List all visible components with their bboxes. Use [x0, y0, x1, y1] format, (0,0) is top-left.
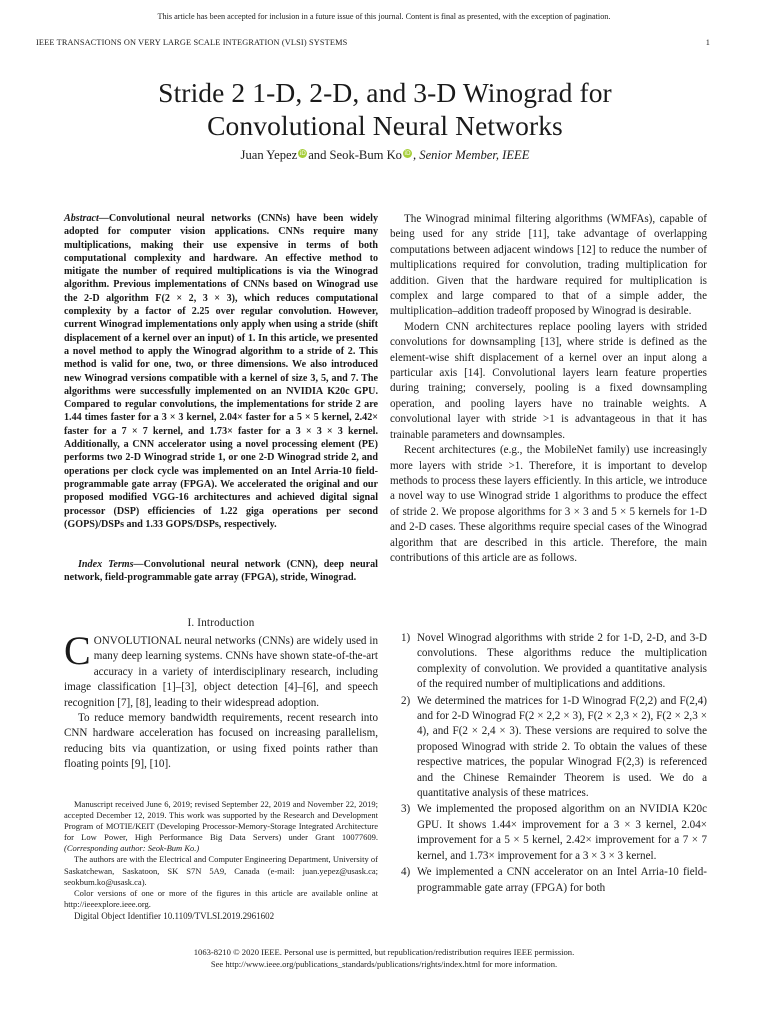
page-number: 1	[705, 38, 710, 47]
footnote-received	[64, 799, 378, 854]
running-header	[36, 38, 710, 47]
list-item	[390, 802, 707, 864]
orcid-icon[interactable]: iD	[404, 150, 411, 157]
author-1-name: Juan Yepez	[240, 148, 298, 162]
right-paragraph-3: Recent architectures (e.g., the MobileNet family) use increasingly more layers with stride >1. Therefore, it is important to develop methods to process these layers efficiently. In this article, we introduce a novel way to use Winograd stride 1 algorithms to produce the effect of stride 2. We propose algorithms for 3 × 3 and 5 × 5 kernels for 1-D and 2-D cases. These algorithms require special cases of the Winograd algorithm that are described in this article. Therefore, the main contributions of this article are as follows.	[390, 444, 707, 564]
title-line-1: Stride 2 1-D, 2-D, and 3-D Winograd for	[158, 77, 612, 108]
intro-paragraph-2: To reduce memory bandwidth requirements, recent research into CNN hardware acceleration has focused on increasing parallelism, reducing bits via quantization, or using fixed points rather than floating points [9], [10].	[64, 712, 378, 771]
drop-cap: C	[64, 628, 91, 673]
abstract-label: Abstract—	[64, 213, 109, 224]
paper-title	[40, 76, 730, 142]
footnotes	[64, 799, 378, 922]
author-2-membership: , Senior Member, IEEE	[412, 148, 530, 162]
footnote-affiliation: The authors are with the Electrical and Computer Engineering Department, University of Saskatchewan, Saskatoon, SK S7N 5A9, Canada (e-mail: juan.yepez@usask.ca; seokbum.ko@usask.ca).	[64, 854, 378, 887]
journal-name: IEEE TRANSACTIONS ON VERY LARGE SCALE INTEGRATION (VLSI) SYSTEMS	[36, 38, 348, 47]
list-item-text: We implemented a CNN accelerator on an Intel Arria-10 field-programmable gate array (FPGA) for both	[417, 866, 707, 894]
author-2-name: and Seok-Bum Ko	[308, 148, 402, 162]
index-terms-label: Index Terms—	[78, 559, 144, 570]
list-item-number: 2)	[401, 694, 411, 707]
title-line-2: Convolutional Neural Networks	[207, 110, 563, 141]
author-line	[40, 148, 730, 163]
list-item-number: 1)	[401, 632, 411, 644]
contributions-list	[390, 631, 707, 897]
copyright-notice	[0, 947, 768, 970]
footnote-corresponding-author: (Corresponding author: Seok-Bum Ko.)	[64, 843, 200, 854]
acceptance-notice: This article has been accepted for inclusion in a future issue of this journal. Content is final as presented, with the exception of pagination.	[157, 12, 611, 21]
section-heading: I. Introduction	[187, 617, 255, 629]
footnote-received-text: Manuscript received June 6, 2019; revised September 22, 2019 and November 22, 2019; accepted December 12, 2019. This work was supported by the Research and Development Program of MOTIE/KEIT (Developing Processor-Memory-Storage Integrated Architecture for Low Power, High Performance Big Data Servers) under Grant 10077609.	[64, 799, 378, 843]
list-item	[390, 865, 707, 896]
list-item	[390, 694, 707, 802]
index-terms	[64, 558, 378, 585]
introduction-text	[64, 628, 378, 773]
right-paragraph-1: The Winograd minimal filtering algorithms (WMFAs), capable of being used for any stride [11], take advantage of overlapping computations between adjacent windows [12] to reduce the number of multiplications required for convolution, trading multiplication for addition. Given that the hardware required for multiplication is complex and large compared to that of a simple adder, the multiplication–addition tradeoff proposed by Winograd is desirable.	[390, 213, 707, 318]
copyright-line-1: 1063-8210 © 2020 IEEE. Personal use is permitted, but republication/redistribution requires IEEE permission.	[193, 947, 575, 957]
footnote-color-versions: Color versions of one or more of the figures in this article are available online at http://ieeexplore.ieee.org.	[64, 887, 378, 909]
orcid-icon[interactable]: iD	[299, 150, 306, 157]
list-item-text: Novel Winograd algorithms with stride 2 for 1-D, 2-D, and 3-D convolutions. These algorithms reduce the multiplication complexity of convolution. We provided a quantitative analysis of the required number of multiplications and additions.	[417, 632, 707, 691]
list-item-text: We implemented the proposed algorithm on an NVIDIA K20c GPU. It shows 1.44× improvement for a 3 × 3 kernel, 2.04× improvement for a 5 × 5 kernel, 2.42× improvement for a 7 × 7 kernel, and 1.73× improvement for a 3 × 3 × 3 kernel.	[417, 803, 707, 862]
intro-paragraph-1-text: ONVOLUTIONAL neural networks (CNNs) are widely used in many deep learning systems. CNNs have shown state-of-the-art accuracy in a variety of interdisciplinary research, including image classification [1]–[3], object detection [4]–[6], and speech recognition [7], [8], leading to their widespread adoption.	[64, 635, 378, 709]
list-item-number: 3)	[401, 803, 411, 816]
doi: Digital Object Identifier 10.1109/TVLSI.2019.2961602	[74, 910, 275, 921]
abstract-text: Convolutional neural networks (CNNs) have been widely adopted for computer vision applications. CNNs require many multiplications, making their use expensive in terms of both computational complexity and hardware. An effective method to mitigate the number of required multiplications is via the Winograd algorithm. Previous implementations of CNNs based on Winograd use the 2-D algorithm F(2 × 2, 3 × 3), which reduces computational complexity by a factor of 2.25 over regular convolution. However, current Winograd implementations only apply when using a stride (shift displacement of a kernel over an input) of 1. In this article, we presented a novel method to apply the Winograd algorithm to a stride of 2. This method is valid for one, two, or three dimensions. We also introduced new Winograd versions compatible with a kernel of size 3, 5, and 7. The algorithms were successfully implemented on an NVIDIA K20c GPU. Compared to regular convolutions, the implementations for stride 2 are 1.44 times faster for a 3 × 3 kernel, 2.04× faster for a 5 × 5 kernel, 2.42× faster for a 7 × 7 kernel, and 1.73× faster for a 3 × 3 × 3 kernel. Additionally, a CNN accelerator using a novel processing element (PE) performs two 2-D Winograd stride 1, or one 2-D Winograd stride 2, and operations per clock cycle was implemented on an Intel Arria-10 field-programmable gate array (FPGA). We accelerated the original and our proposed modified VGG-16 architectures and achieved digital signal processor (DSP) efficiencies of 1.22 giga operations per second (GOPS)/DSPs and 1.33 GOPS/DSPs, respectively.	[64, 213, 378, 530]
list-item-text: We determined the matrices for 1-D Winograd F(2,2) and F(2,4) and for 2-D Winograd F(2 × 2,2 × 3), F(2 × 2,3 × 2), F(2 × 2,3 × 4), and F(2 × 2,4 × 3). These versions are required to solve the proposed Winograd with stride 2. To obtain the values of these respective matrices, the popular Winograd F(2,3) is referenced and the Chinese Remainder Theorem is used. We do a quantitative analysis of these matrices.	[417, 694, 707, 800]
right-paragraph-2: Modern CNN architectures replace pooling layers with strided convolutions for downsampling [13], where stride is defined as the element-wise shift displacement of a kernel over an input along a particular axis [14]. Convolutional layers learn feature properties during training; conversely, pooling is a fixed downsampling operation, and pooling layers have no trainable weights. A convolutional layer with stride >1 is advantageous in that it has trainable parameters and downsamples.	[390, 320, 707, 441]
intro-paragraph-1	[64, 628, 378, 711]
index-terms-text: Convolutional neural network (CNN), deep neural network, field-programmable gate array (FPGA), stride, Winograd.	[64, 559, 378, 584]
right-column-text	[390, 212, 707, 566]
list-item	[390, 631, 707, 693]
abstract	[64, 212, 378, 531]
copyright-line-2: See http://www.ieee.org/publications_standards/publications/rights/index.html for more information.	[210, 958, 558, 969]
list-item-number: 4)	[401, 866, 411, 879]
